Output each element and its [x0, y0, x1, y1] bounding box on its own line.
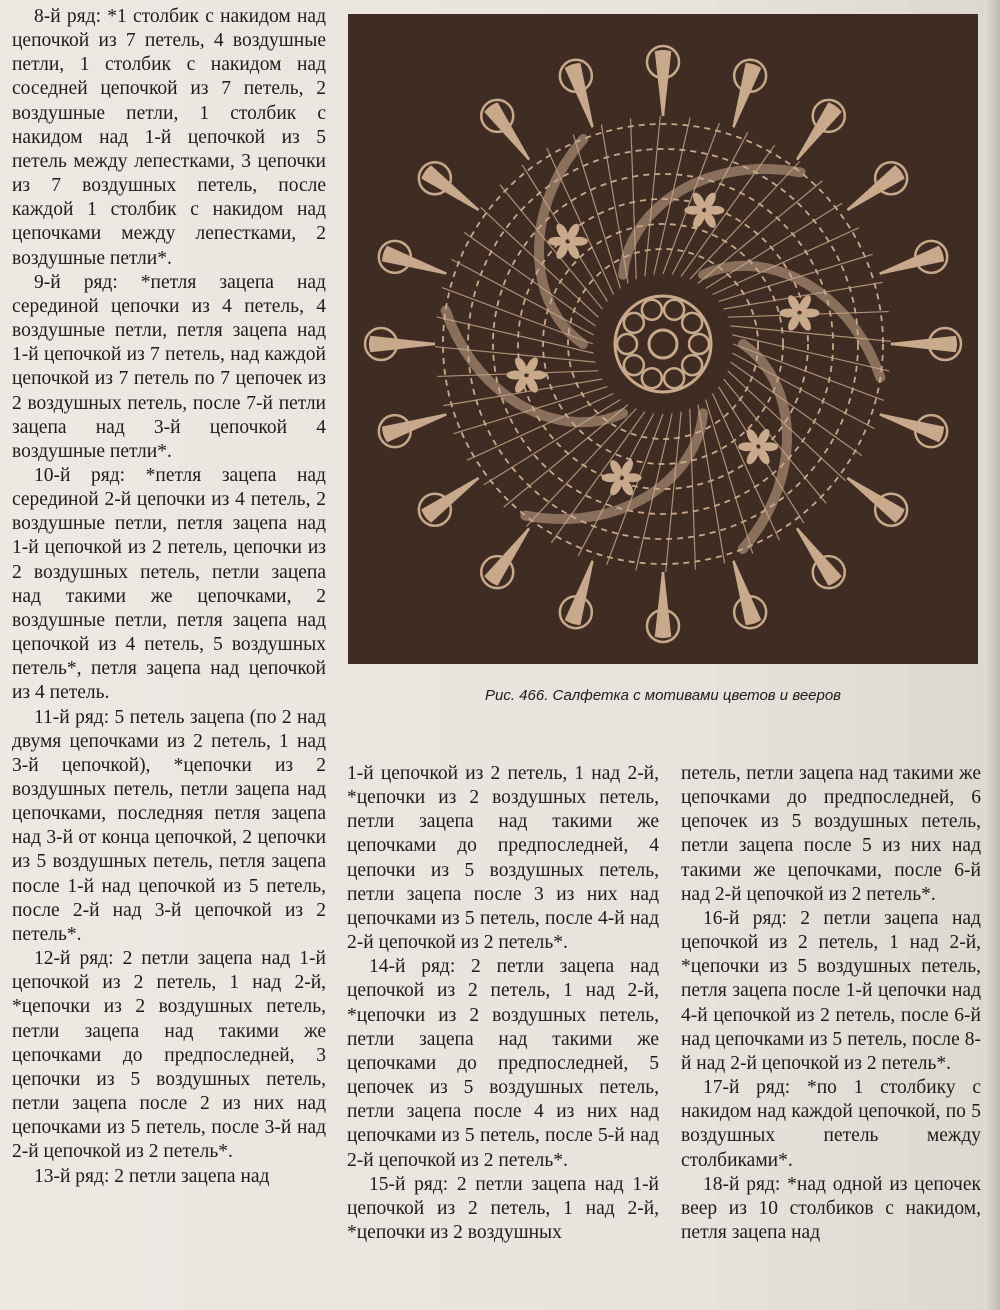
row-text: 2 петли зацепа над — [109, 1165, 270, 1187]
row-label: 12-й ряд: — [34, 948, 114, 970]
instruction-paragraph — [681, 907, 981, 1076]
fan-motif — [560, 561, 593, 628]
fan-motif — [733, 60, 766, 127]
instruction-paragraph — [681, 1076, 981, 1173]
row-label: 17-й ряд: — [703, 1077, 791, 1099]
doily-photo — [348, 14, 978, 664]
row-label: 9-й ряд: — [34, 271, 118, 293]
mesh-spoke — [573, 134, 620, 288]
fan-motif — [481, 100, 529, 160]
row-text: 5 петель зацепа (по 2 над двумя цепочками из 2 петель, 1 над 3-й цепочкой), *цепочки из 2 воздушных петель, петли зацепа над цепочками, последняя петля зацепа над 3-й от конца цепочкой, 2 цепочки из 5 воздушных петель, петля зацепа после 1-й над цепочкой из 5 петель, после 2-й над 3-й цепочкой из 2 петель*. — [12, 706, 326, 945]
row-label: 11-й ряд: — [34, 706, 110, 728]
fan-motif — [733, 561, 766, 628]
instruction-paragraph — [12, 271, 326, 464]
row-text: 2 петли зацепа над цепочкой из 2 петель, 1 над 2-й, *цепочки из 2 воздушных петель, петли зацепа над такими же цепочками до предпоследней, 5 цепочек из 5 воздушных петель, петли зацепа после 4 из них над цепочками из 5 петель, после 5-й над 2-й цепочкой из 2 петель*. — [347, 956, 659, 1171]
row-text: 2 петли зацепа над 1-й цепочкой из 2 петель, 1 над 2-й, *цепочки из 2 воздушных петель, петли зацепа над такими же цепочками до предпоследней, 3 цепочки из 5 воздушных петель, петли зацепа после 2 из них над цепочками из 5 петель, после 3-й над 2-й цепочкой из 2 петель*. — [12, 948, 326, 1163]
fan-motif — [379, 414, 446, 447]
flower-motif — [780, 293, 820, 332]
fan-motif — [880, 414, 947, 447]
instruction-paragraph — [347, 955, 659, 1172]
row-text: *1 столбик с накидом над цепочкой из 7 петель, 4 воздушные петли, 1 столбик с накидом над соседней цепочкой из 7 петель, 2 воздушные петли, 1 столбик с накидом над 1-й цепочкой из 5 петель между лепестками, 3 цепочки из 7 воздушных петель, после каждой 1 столбик с накидом над цепочками между лепестками, 2 воздушные петли*. — [12, 6, 326, 269]
row-text: 2 петли зацепа над цепочкой из 2 петель, 1 над 2-й, *цепочки из 5 воздушных петель, петля зацепа после 1-й цепочки над 4-й цепочкой из 2 петель, после 6-й над цепочками из 5 петель, после 8-й над 2-й цепочкой из 2 петель*. — [681, 907, 981, 1074]
mesh-spoke — [645, 116, 660, 276]
fan-motif — [847, 478, 907, 526]
mesh-spoke — [706, 203, 843, 288]
mesh-ring — [443, 124, 883, 564]
fan-motif — [647, 46, 679, 116]
instruction-paragraph — [681, 1173, 981, 1245]
flower-motif — [506, 355, 546, 394]
center-petal — [624, 313, 644, 333]
text-column-middle — [347, 762, 659, 1245]
center-petal — [624, 355, 644, 375]
center-petal — [664, 300, 684, 320]
instruction-paragraph — [347, 1173, 659, 1245]
row-label: 16-й ряд: — [703, 907, 787, 929]
row-text: *над одной из цепочек веер из 10 столбиков с накидом, петля зацепа над — [681, 1173, 981, 1243]
fan-motif — [797, 100, 845, 160]
row-text: 1-й цепочкой из 2 петель, 1 над 2-й, *цепочки из 2 воздушных петель, петли зацепа над такими же цепочками до предпоследней, 4 цепочки из 5 воздушных петель, петли зацепа после 3 из них над цепочками из 5 петель, после 4-й над 2-й цепочкой из 2 петель*. — [347, 763, 659, 954]
center-petal — [682, 355, 702, 375]
fan-motif — [419, 478, 479, 526]
fan-motif — [560, 60, 593, 127]
text-column-right — [681, 762, 981, 1245]
center-petal — [664, 368, 684, 388]
page-edge-shadow — [986, 0, 1000, 1310]
figure-caption: Рис. 466. Салфетка с мотивами цветов и вееров — [484, 687, 842, 704]
mesh-spoke — [666, 412, 681, 572]
instruction-paragraph — [12, 947, 326, 1164]
fan-motif — [481, 528, 529, 588]
row-label: 15-й ряд: — [369, 1173, 449, 1195]
center-hub — [649, 330, 677, 358]
instruction-paragraph — [12, 706, 326, 948]
center-petal — [642, 368, 662, 388]
instruction-paragraph — [12, 1165, 326, 1189]
row-label: 13-й ряд: — [34, 1165, 110, 1187]
mesh-spoke — [706, 400, 753, 554]
row-text: *по 1 столбику с накидом над каждой цепочкой, по 5 воздушных петель между столбиками*. — [681, 1077, 981, 1171]
row-label: 18-й ряд: — [703, 1173, 781, 1195]
fan-motif — [419, 162, 479, 210]
mesh-spoke — [732, 353, 874, 429]
row-text: *петля зацепа над серединой 2-й цепочки из 4 петель, 2 воздушные петли, петля зацепа над 1-й цепочкой из 2 петель, цепочки из 2 воздушных петель, петли зацепа над такими же цепочками, 2 воздушные петли, петля зацепа над цепочкой из 4 петель, 5 воздушных петель*, петля зацепа над цепочкой из 4 петель. — [12, 464, 326, 704]
doily-illustration — [348, 14, 978, 664]
center-petal — [682, 313, 702, 333]
fan-motif — [891, 328, 961, 360]
mesh-spoke — [451, 259, 593, 335]
fan-motif — [365, 328, 435, 360]
row-label: 14-й ряд: — [369, 956, 456, 978]
row-label: 8-й ряд: — [34, 6, 101, 27]
fan-motif — [797, 528, 845, 588]
row-text: 2 петли зацепа над 1-й цепочкой из 2 петель, 1 над 2-й, *цепочки из 2 воздушных — [347, 1173, 659, 1243]
instruction-paragraph — [347, 762, 659, 955]
row-text: петель, петли зацепа над такими же цепочками до предпоследней, 6 цепочек из 5 воздушных петель, петли зацепа после 5 из них над такими же цепочками, после 6-й над 2-й цепочкой из 2 петель*. — [681, 763, 981, 905]
instruction-paragraph — [12, 5, 326, 271]
instruction-paragraph — [681, 762, 981, 907]
instruction-paragraph — [12, 464, 326, 706]
row-label: 10-й ряд: — [34, 464, 126, 486]
fan-motif — [647, 572, 679, 642]
text-column-left — [12, 5, 326, 1189]
center-petal — [617, 334, 637, 354]
fan-motif — [880, 241, 947, 274]
fan-motif — [379, 241, 446, 274]
fan-motif — [847, 162, 907, 210]
row-text: *петля зацепа над серединой цепочки из 4 петель, 4 воздушные петли, петля зацепа над 1-й цепочкой из 7 петель, над каждой цепочкой из 7 петель по 7 цепочек из 2 воздушных петель, после 7-й петли зацепа над 3-й цепочкой 4 воздушные петли*. — [12, 271, 326, 462]
center-petal — [642, 300, 662, 320]
mesh-ring — [568, 249, 758, 439]
center-petal — [689, 334, 709, 354]
